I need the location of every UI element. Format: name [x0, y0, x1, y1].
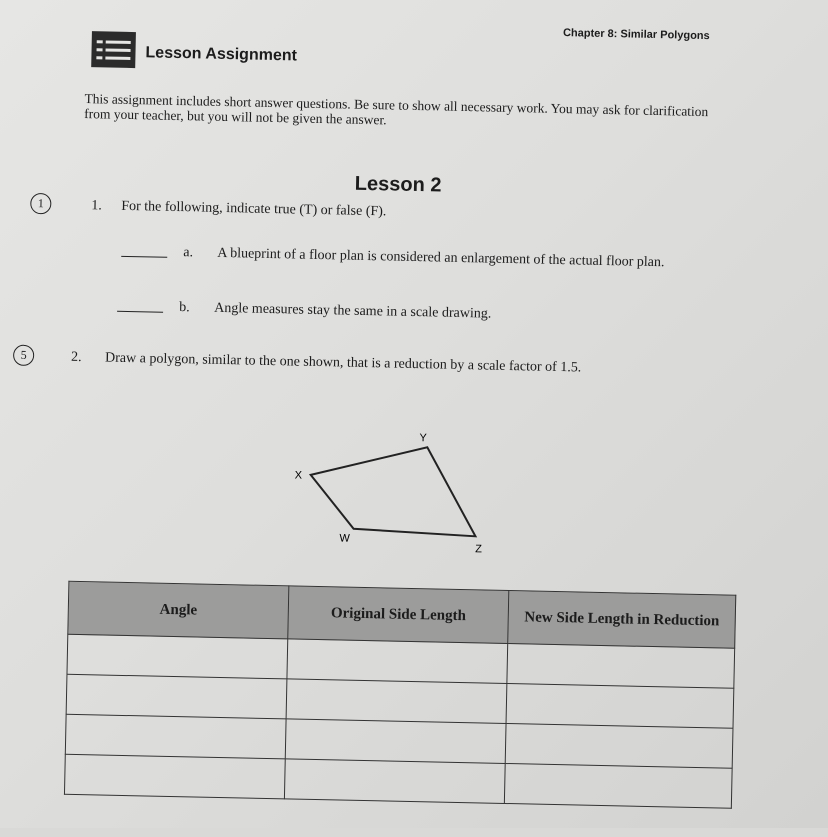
table-cell[interactable] — [287, 639, 508, 684]
column-header-original-length: Original Side Length — [288, 586, 509, 644]
table-cell[interactable] — [507, 644, 735, 689]
table-cell[interactable] — [65, 714, 286, 759]
vertex-label-x: X — [294, 469, 303, 482]
part-letter: b. — [179, 300, 190, 316]
table-cell[interactable] — [66, 674, 287, 719]
part-letter: a. — [183, 245, 194, 261]
table-cell[interactable] — [285, 719, 506, 764]
answer-table — [64, 581, 736, 809]
vertex-label-w: W — [339, 532, 350, 545]
table-cell[interactable] — [506, 684, 734, 729]
answer-blank-1b[interactable] — [117, 311, 163, 313]
vertex-label-z: Z — [475, 543, 483, 556]
part-text: A blueprint of a floor plan is considered an enlargement of the actual floor plan. — [217, 245, 665, 271]
polygon-diagram — [277, 422, 510, 557]
question-text: Draw a polygon, similar to the one shown, that is a reduction by a scale factor of 1.5. — [104, 350, 582, 376]
question-number: 2. — [70, 349, 82, 366]
table-cell[interactable] — [505, 763, 733, 808]
table-cell[interactable] — [67, 634, 288, 679]
lesson-title: Lesson 2 — [354, 172, 442, 197]
table-cell[interactable] — [286, 679, 507, 724]
question-text: For the following, indicate true (T) or false (F). — [121, 198, 387, 220]
table-cell[interactable] — [505, 724, 733, 769]
points-badge-q2: 5 — [13, 345, 34, 366]
column-header-angle: Angle — [68, 581, 289, 639]
chapter-heading: Chapter 8: Similar Polygons — [562, 27, 710, 43]
polygon-wxyz — [309, 445, 477, 536]
table-cell[interactable] — [64, 754, 285, 799]
section-heading: Lesson Assignment — [145, 44, 298, 65]
table-cell[interactable] — [285, 759, 506, 804]
points-badge-q1: 1 — [30, 193, 51, 214]
vertex-label-y: Y — [419, 432, 427, 445]
question-number: 1. — [91, 198, 102, 214]
answer-blank-1a[interactable] — [121, 256, 167, 258]
column-header-new-length: New Side Length in Reduction — [508, 591, 736, 649]
intro-paragraph: This assignment includes short answer questions. Be sure to show all necessary work. You may ask for clarification from your teacher, but you will not be given the answer. — [84, 91, 709, 128]
part-text: Angle measures stay the same in a scale drawing. — [214, 300, 492, 322]
list-icon — [91, 31, 136, 68]
